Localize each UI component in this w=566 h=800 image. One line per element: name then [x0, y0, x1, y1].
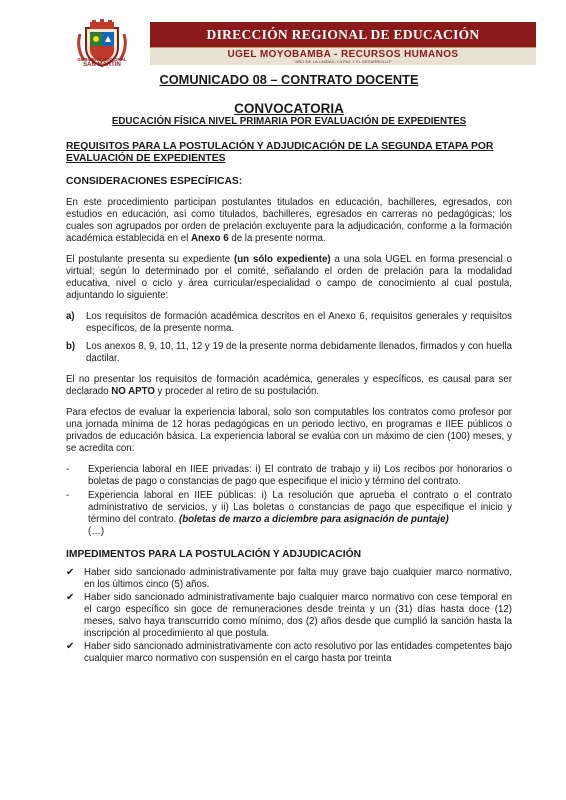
header-subtitle: UGEL MOYOBAMBA - RECURSOS HUMANOS [227, 49, 459, 60]
header-title: DIRECCIÓN REGIONAL DE EDUCACIÓN [150, 22, 536, 47]
list-marker-a: a) [66, 311, 75, 322]
impedimento-3-text: Haber sido sancionado administrativamente con acto resolutivo por las entidades competentes bajo cualquier marco normativo con suspensión en el cargo hasta por treinta [84, 641, 512, 664]
p3-no-apto-bold: NO APTO [111, 386, 155, 397]
requisitos-heading: REQUISITOS PARA LA POSTULACIÓN Y ADJUDICACIÓN DE LA SEGUNDA ETAPA POR EVALUACIÓN DE EXPEDIENTES [66, 141, 494, 164]
logo-caption-line1: GOBIERNO REGIONAL [77, 57, 127, 62]
header-subtitle-bar [150, 47, 536, 65]
p1-anexo-bold: Anexo 6 [190, 233, 229, 244]
dash-marker: - [66, 464, 70, 475]
list-item-b-text: Los anexos 8, 9, 10, 11, 12 y 19 de la presente norma debidamente llenados, firmados y con huella dactilar. [86, 341, 512, 364]
document-body [66, 72, 512, 665]
paragraph-participants [66, 197, 512, 245]
logo-caption [68, 57, 136, 69]
dash-marker: - [66, 490, 70, 501]
header-motto: "AÑO DE LA UNIDAD, LA PAZ Y EL DESARROLLO" [293, 59, 393, 64]
list-item [66, 341, 512, 365]
experience-public-a: Experiencia laboral en IIEE públicas: i) La resolución que aprueba el contrato o el contrato administrativo de servicios, y ii) Las boletas o constancias de pago que especifique el inicio y término del contrato. [88, 490, 512, 525]
impedimento-2-text: Haber sido sancionado administrativamente bajo cualquier marco normativo con cese temporal en el cargo específico sin goce de remuneraciones desde treinta y un (31) días hasta doce (12) meses, salvo haya transcurrido como mínimo, dos (2) años desde que cumplió la sanción hasta la inscripción al procedimiento al que postula. [84, 592, 512, 639]
convocatoria-subtitle: EDUCACIÓN FÍSICA NIVEL PRIMARIA POR EVALUACIÓN DE EXPEDIENTES [111, 116, 467, 127]
list-item [66, 567, 512, 591]
checkmark-icon: ✔ [66, 592, 75, 603]
checkmark-icon: ✔ [66, 641, 75, 652]
p2-text-a: El postulante presenta su expediente [66, 254, 235, 265]
list-item [66, 464, 512, 488]
paragraph-expediente [66, 254, 512, 302]
list-item-a-text: Los requisitos de formación académica descritos en el Anexo 6, requisitos generales y requisitos específicos, de la presente norma. [86, 311, 512, 334]
impedimentos-heading: IMPEDIMENTOS PARA LA POSTULACIÓN Y ADJUDICACIÓN [66, 549, 362, 560]
consideraciones-heading: CONSIDERACIONES ESPECÍFICAS: [66, 176, 243, 187]
list-item [66, 641, 512, 665]
requirements-list [66, 311, 512, 365]
p1-text-a: En este procedimiento participan postulantes titulados en educación, bachilleres, egresados, con estudios en educación, así como titulados, bachilleres, egresados en carreras no pedagógicas; los cuales son agrupados por orden de prelación excluyente para la adjudicación, conforme a la formación académica establecida en el [66, 197, 512, 244]
letterhead [0, 0, 566, 78]
paragraph-no-apto [66, 374, 512, 398]
list-item [66, 311, 512, 335]
p1-text-b: de la presente norma. [228, 233, 326, 244]
comunicado-title: COMUNICADO 08 – CONTRATO DOCENTE [159, 72, 419, 87]
impedimento-1-text: Haber sido sancionado administrativamente por falta muy grave bajo cualquier marco normativo, en los últimos cinco (5) años. [84, 567, 512, 590]
impedimentos-list [66, 567, 512, 665]
paragraph-experiencia: Para efectos de evaluar la experiencia laboral, solo son computables los contratos como profesor por una jornada mínima de 12 horas pedagógicas en un periodo lectivo, en programas e IIEE públicos o privados de educación básica. La experiencia laboral se evalúa con un máximo de cien (100) meses, y se acredita con: [66, 407, 512, 454]
p2-bold: (un sólo expediente) [234, 254, 331, 265]
p3-text-a: El no presentar los requisitos de formación académica, generales y específicos, es causal para ser declarado [66, 374, 512, 397]
list-marker-b: b) [66, 341, 76, 352]
experience-public-note: (boletas de marzo a diciembre para asignación de puntaje) [179, 514, 449, 525]
ellipsis: (…) [88, 526, 105, 537]
experience-public-text [88, 490, 512, 538]
list-item [66, 490, 512, 538]
p3-text-b: y proceder al retiro de su postulación. [154, 386, 320, 397]
checkmark-icon: ✔ [66, 567, 75, 578]
experience-list [66, 464, 512, 538]
logo-caption-line2: SAN MARTÍN [83, 62, 121, 68]
p2-text-b: a una sola UGEL en forma presencial o virtual; según lo determinado por el comité, señalando el orden de prelación para la modalidad educativa, nivel o ciclo y área curricular/especialidad o campo de conocimiento al cual postula, adjuntando lo siguiente: [66, 254, 512, 301]
experience-private-text: Experiencia laboral en IIEE privadas: i) El contrato de trabajo y ii) Los recibos por honorarios o boletas de pago o constancias de pago que especifique el inicio y término del contrato. [88, 464, 512, 487]
convocatoria-title: CONVOCATORIA [234, 101, 344, 116]
list-item [66, 592, 512, 640]
